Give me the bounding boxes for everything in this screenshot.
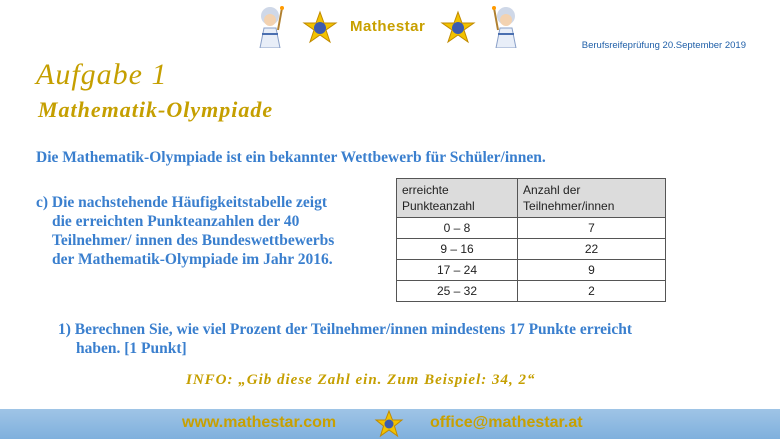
mathestar-logo — [248, 4, 528, 48]
intro-text: Die Mathematik-Olympiade ist ein bekannter Wettbewerb für Schüler/innen. — [36, 149, 546, 166]
table-header-row — [397, 179, 666, 218]
table-row — [397, 218, 666, 239]
exam-date: Berufsreifeprüfung 20.September 2019 — [581, 40, 746, 51]
cell-range: 9 – 16 — [397, 239, 518, 260]
wizard-right-icon — [484, 4, 528, 48]
star-badge-right-icon — [440, 10, 476, 46]
cell-range: 0 – 8 — [397, 218, 518, 239]
cell-range: 25 – 32 — [397, 281, 518, 302]
column-header-count — [518, 179, 666, 218]
table-row — [397, 260, 666, 281]
cell-range: 17 – 24 — [397, 260, 518, 281]
cell-count: 22 — [518, 239, 666, 260]
header-text: Punkteanzahl — [402, 199, 475, 213]
question-1 — [58, 320, 738, 358]
part-c-line: die erreichten Punkteanzahlen der 40 — [52, 213, 300, 230]
table-row — [397, 281, 666, 302]
cell-count: 7 — [518, 218, 666, 239]
question-line: haben. [1 Punkt] — [76, 340, 187, 357]
part-c-line: der Mathematik-Olympiade im Jahr 2016. — [52, 251, 333, 268]
task-title: Aufgabe 1 — [36, 58, 168, 91]
cell-count: 9 — [518, 260, 666, 281]
brand-name: Mathestar — [350, 18, 426, 35]
part-c-line: Teilnehmer/ innen des Bundeswettbewerbs — [52, 232, 335, 249]
frequency-table — [396, 178, 666, 302]
question-line: 1) Berechnen Sie, wie viel Prozent der Teilnehmer/innen mindestens 17 Punkte erreicht — [58, 321, 633, 338]
website-link[interactable]: www.mathestar.com — [182, 414, 337, 431]
cell-count: 2 — [518, 281, 666, 302]
task-subtitle: Mathematik-Olympiade — [38, 97, 274, 122]
footer-bar — [0, 409, 780, 439]
star-badge-footer-icon — [374, 410, 404, 438]
info-hint: INFO: „Gib diese Zahl ein. Zum Beispiel: 34, 2“ — [186, 372, 536, 388]
part-c-line: c) Die nachstehende Häufigkeitstabelle zeigt — [36, 194, 328, 211]
column-header-points — [397, 179, 518, 218]
header-text: erreichte — [402, 183, 449, 197]
part-c-text — [36, 193, 386, 269]
wizard-left-icon — [248, 4, 292, 48]
table-row — [397, 239, 666, 260]
header-text: Teilnehmer/innen — [523, 199, 615, 213]
email-link[interactable]: office@mathestar.at — [430, 414, 583, 431]
star-badge-left-icon — [302, 10, 338, 46]
header-text: Anzahl der — [523, 183, 581, 197]
header — [0, 0, 780, 51]
